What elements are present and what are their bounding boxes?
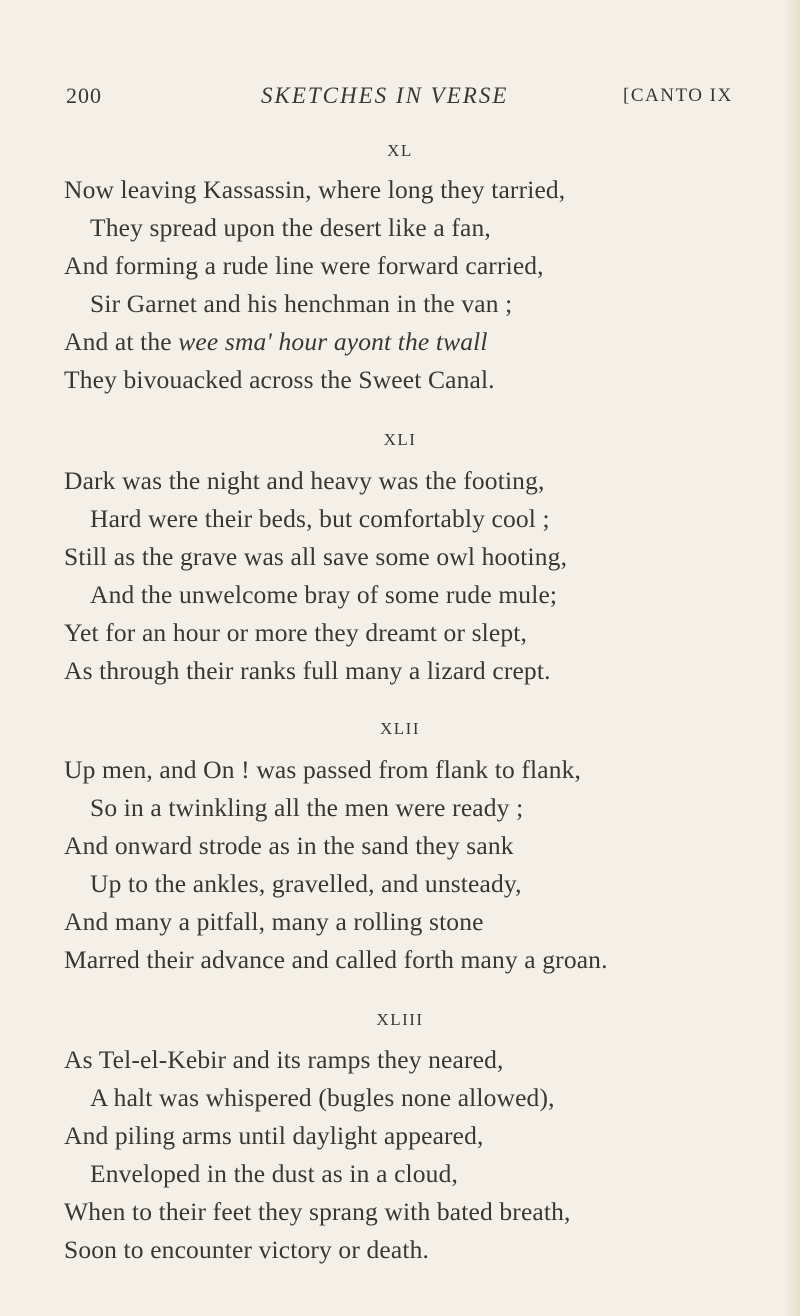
- stanza-numeral: XL: [387, 141, 413, 160]
- canto-label: [CANTO IX: [623, 85, 733, 106]
- page-number: 200: [66, 83, 102, 108]
- verse-line: Dark was the night and heavy was the footing,: [64, 466, 545, 495]
- stanza-numeral: XLIII: [376, 1010, 424, 1029]
- verse-line: As through their ranks full many a lizard crept.: [64, 656, 551, 685]
- verse-line: A halt was whispered (bugles none allowed),: [90, 1083, 555, 1112]
- verse-line: They spread upon the desert like a fan,: [90, 213, 491, 242]
- verse-line: As Tel-el-Kebir and its ramps they neared,: [64, 1045, 504, 1074]
- verse-line: And forming a rude line were forward carried,: [64, 251, 544, 280]
- verse-line: Now leaving Kassassin, where long they tarried,: [64, 175, 566, 204]
- verse-line: And onward strode as in the sand they sank: [64, 831, 514, 860]
- verse-line: Still as the grave was all save some owl hooting,: [64, 542, 568, 571]
- verse-line: And many a pitfall, many a rolling stone: [64, 907, 484, 936]
- verse-line: And piling arms until daylight appeared,: [64, 1121, 484, 1150]
- verse-line: And the unwelcome bray of some rude mule;: [90, 580, 558, 609]
- verse-line: Enveloped in the dust as in a cloud,: [90, 1159, 458, 1188]
- verse-line: Marred their advance and called forth many a groan.: [64, 945, 608, 974]
- page-edge-shadow: [782, 0, 800, 1316]
- verse-line: So in a twinkling all the men were ready ;: [90, 793, 524, 822]
- verse-line: Up men, and On ! was passed from flank to flank,: [64, 755, 582, 784]
- verse-line: Soon to encounter victory or death.: [64, 1235, 429, 1264]
- stanza-numeral: XLII: [380, 719, 420, 738]
- verse-line: Up to the ankles, gravelled, and unsteady,: [90, 869, 522, 898]
- running-header: [66, 83, 796, 113]
- verse-line-italic: wee sma' hour ayont the twall: [178, 327, 488, 356]
- verse-line-roman: And at the: [64, 327, 179, 356]
- verse-line: They bivouacked across the Sweet Canal.: [64, 365, 495, 394]
- verse-line: When to their feet they sprang with bated breath,: [64, 1197, 571, 1226]
- stanza-numeral: XLI: [383, 430, 417, 449]
- running-title: SKETCHES IN VERSE: [261, 83, 509, 108]
- verse-line: Hard were their beds, but comfortably cool ;: [90, 504, 550, 533]
- verse-line: Yet for an hour or more they dreamt or slept,: [64, 618, 528, 647]
- verse-line: [64, 327, 488, 357]
- verse-line: Sir Garnet and his henchman in the van ;: [90, 289, 513, 318]
